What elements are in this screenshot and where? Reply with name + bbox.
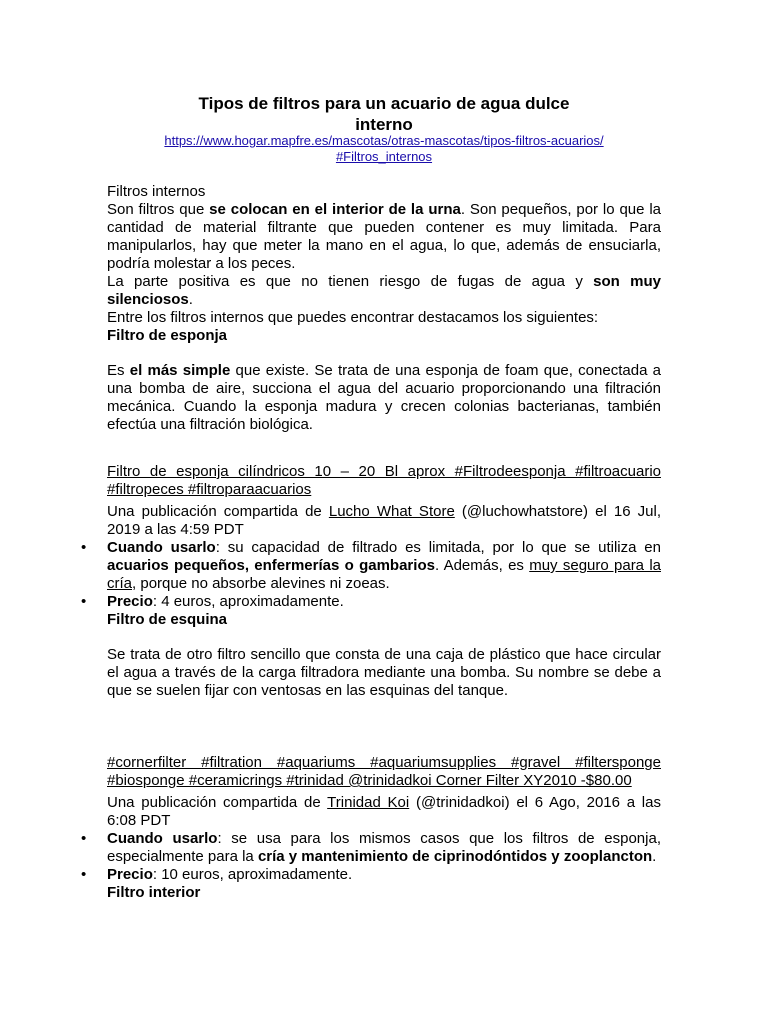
sponge-embed-credit: Una publicación compartida de Lucho What Store (@luchowhatstore) el 16 Jul, 2019 a las 4:59 PDT [107,503,662,538]
source-url-link[interactable]: https://www.hogar.mapfre.es/mascotas/otras-mascotas/tipos-filtros-acuarios/ [164,133,604,148]
title-line-1: Tipos de filtros para un acuario de agua dulce [198,94,570,113]
intro-paragraph-2: La parte positiva es que no tienen riesgo de fugas de agua y son muy silenciosos. [107,273,661,308]
anchor-link[interactable]: #Filtros_internos [335,149,433,164]
sponge-bullets [107,539,661,611]
corner-when-to-use: • Cuando usarlo: se usa para los mismos casos que los filtros de esponja, especialmente para la cría y mantenimiento de ciprinodóntidos y zooplancton. [107,830,661,866]
heading-corner-filter: Filtro de esquina [107,611,228,628]
intro-paragraph-3: Entre los filtros internos que puedes encontrar destacamos los siguientes: [107,309,599,326]
section-heading-internal: Filtros internos [107,183,206,200]
corner-bullets [107,830,661,884]
heading-sponge-filter: Filtro de esponja [107,327,228,344]
sponge-when-to-use: • Cuando usarlo: su capacidad de filtrado es limitada, por lo que se utiliza en acuarios pequeños, enfermerías o gambarios. Además, es muy seguro para la cría, porque no absorbe alevines ni zoeas. [107,539,661,593]
document-title [0,93,768,135]
corner-paragraph: Se trata de otro filtro sencillo que consta de una caja de plástico que hace circular el agua a través de la carga filtradora mediante una bomba. Su nombre se debe a que se suelen fijar con ventosas en las esquinas del tanque. [107,646,661,699]
source-links [0,133,768,165]
sponge-price: • Precio: 4 euros, aproximadamente. [107,593,661,611]
author-link-trinidad[interactable]: Trinidad Koi [327,794,410,811]
corner-embed-caption-link[interactable]: #cornerfilter #filtration #aquariums #aquariumsupplies #gravel #filtersponge #biosponge #ceramicrings #trinidad @trinidadkoi Corner Filter XY2010 -$80.00 [107,754,661,789]
title-line-2: interno [355,115,413,134]
corner-price: • Precio: 10 euros, aproximadamente. [107,866,661,884]
corner-embed-credit: Una publicación compartida de Trinidad Koi (@trinidadkoi) el 6 Ago, 2016 a las 6:08 PDT [107,794,661,829]
document-body [107,183,661,902]
sponge-embed-caption-link[interactable]: Filtro de esponja cilíndricos 10 – 20 Bl aprox #Filtrodeesponja #filtroacuario #filtropeces #filtroparaacuarios [107,463,661,498]
safe-breeding-link[interactable]: muy seguro para la cría [107,557,661,592]
heading-interior-filter: Filtro interior [107,884,201,901]
intro-paragraph-1: Son filtros que se colocan en el interior de la urna. Son pequeños, por lo que la cantidad de material filtrante que pueden contener es muy limitada. Para manipularlos, hay que meter la mano en el agua, lo que, además de ensuciarla, podría molestar a los peces. [107,201,662,272]
sponge-paragraph: Es el más simple que existe. Se trata de una esponja de foam que, conectada a una bomba de aire, succiona el agua del acuario proporcionando una filtración mecánica. Cuando la esponja madura y crecen colonias bacterianas, también efectúa una filtración biológica. [107,362,661,433]
author-link-lucho[interactable]: Lucho What Store [328,503,455,520]
